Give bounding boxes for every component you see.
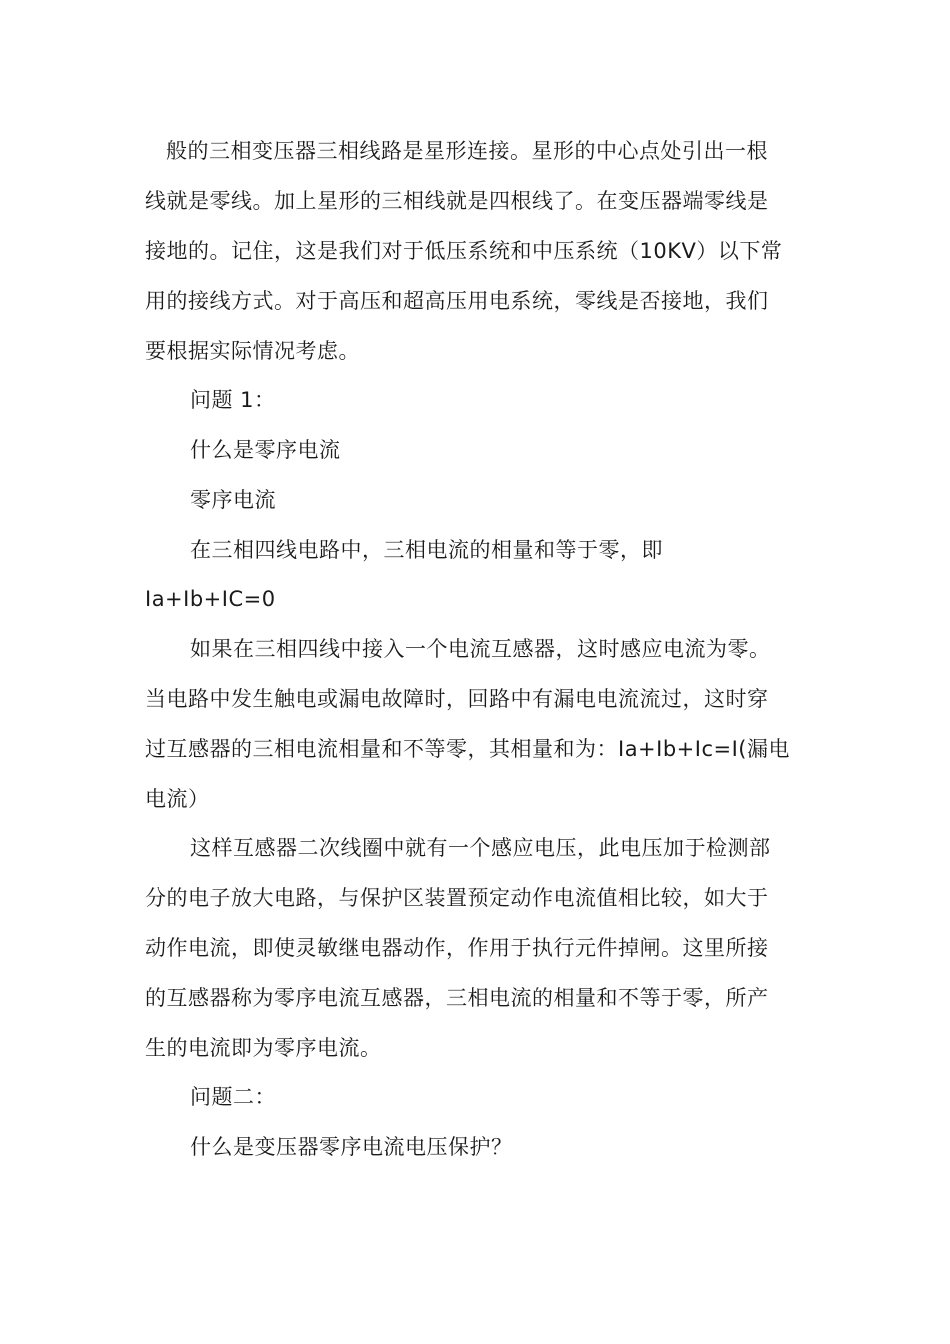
question-heading: 问题 1： [190, 388, 276, 412]
paragraph-line: 当电路中发生触电或漏电故障时，回路中有漏电电流流过，这时穿 [145, 687, 769, 711]
paragraph-line: 的互感器称为零序电流互感器，三相电流的相量和不等于零，所产 [145, 986, 769, 1010]
paragraph-line: 在三相四线电路中，三相电流的相量和等于零，即 [190, 538, 663, 562]
paragraph-line: 分的电子放大电路，与保护区装置预定动作电流值相比较，如大于 [145, 886, 769, 910]
paragraph-line: 生的电流即为零序电流。 [145, 1036, 382, 1060]
question-heading: 问题二： [190, 1085, 276, 1109]
paragraph-line: 电流） [145, 787, 210, 811]
paragraph-line: 般的三相变压器三相线路是星形连接。星形的中心点处引出一根 [166, 139, 768, 163]
paragraph-line: 动作电流，即使灵敏继电器动作，作用于执行元件掉闸。这里所接 [145, 936, 769, 960]
formula-line: Ia+Ib+IC=0 [145, 587, 276, 611]
question-text: 什么是零序电流 [190, 438, 341, 462]
paragraph-line: 要根据实际情况考虑。 [145, 339, 360, 363]
paragraph-line: 用的接线方式。对于高压和超高压用电系统，零线是否接地，我们 [145, 289, 769, 313]
question-text: 什么是变压器零序电流电压保护？ [190, 1135, 513, 1159]
paragraph-line: 这样互感器二次线圈中就有一个感应电压，此电压加于检测部 [190, 836, 771, 860]
section-heading: 零序电流 [190, 488, 276, 512]
paragraph-line: 过互感器的三相电流相量和不等零，其相量和为：Ia+Ib+Ic=I(漏电 [145, 737, 790, 761]
paragraph-line: 如果在三相四线中接入一个电流互感器，这时感应电流为零。 [190, 637, 771, 661]
paragraph-line: 线就是零线。加上星形的三相线就是四根线了。在变压器端零线是 [145, 189, 769, 213]
paragraph-line: 接地的。记住，这是我们对于低压系统和中压系统（10KV）以下常 [145, 239, 783, 263]
